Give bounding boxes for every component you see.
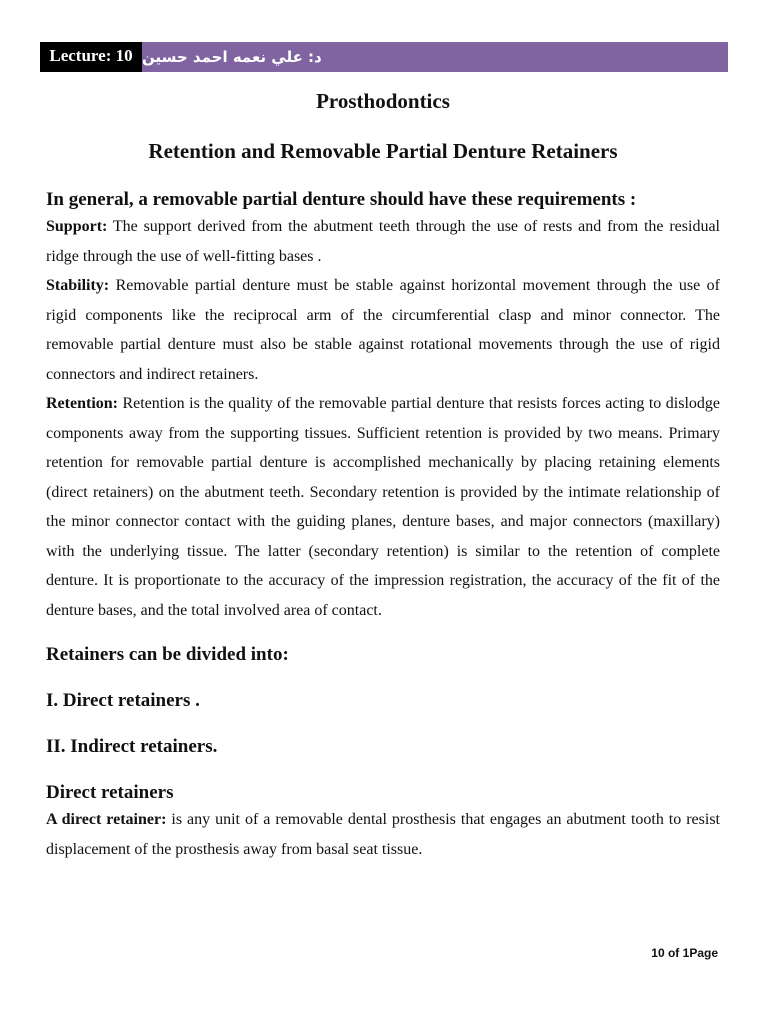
retention-text: Retention is the quality of the removable partial denture that resists forces acting to dislodge components away from the supporting tissues. Sufficient retention is provided by two means. Primary retention for removable partial denture is accomplished mechanically by placing retaining elements (direct retainers) on the abutment teeth. Secondary retention is provided by the intimate relationship of the minor connector contact with the guiding planes, denture bases, and major connectors (maxillary) with the underlying tissue. The latter (secondary retention) is similar to the retention of complete denture. It is proportionate to the accuracy of the impression registration, the accuracy of the fit of the denture bases, and the total involved area of contact. bbox=[46, 395, 720, 619]
page-header bbox=[40, 42, 728, 72]
stability-paragraph bbox=[46, 271, 720, 389]
support-term: Support: bbox=[46, 218, 108, 235]
document-subtitle: Retention and Removable Partial Denture Retainers bbox=[148, 139, 618, 163]
page-number: 10 of 1Page bbox=[651, 946, 718, 960]
direct-retainers-item: I. Direct retainers . bbox=[46, 690, 200, 711]
retainers-heading: Retainers can be divided into: bbox=[46, 644, 289, 665]
document-title: Prosthodontics bbox=[316, 89, 450, 113]
direct-retainer-text: is any unit of a removable dental prosthesis that engages an abutment tooth to resist displacement of the prosthesis away from basal seat tissue. bbox=[46, 811, 720, 858]
indirect-retainers-item: II. Indirect retainers. bbox=[46, 736, 218, 757]
retention-term: Retention: bbox=[46, 395, 118, 412]
support-text: The support derived from the abutment teeth through the use of rests and from the residual ridge through the use of well-fitting bases . bbox=[46, 218, 720, 265]
intro-heading: In general, a removable partial denture should have these requirements : bbox=[46, 189, 637, 210]
direct-retainer-definition bbox=[46, 805, 720, 864]
retention-paragraph bbox=[46, 389, 720, 625]
direct-retainers-heading: Direct retainers bbox=[46, 782, 174, 803]
lecture-label: Lecture: 10 bbox=[40, 42, 142, 72]
document-body bbox=[46, 84, 720, 864]
support-paragraph bbox=[46, 212, 720, 271]
direct-retainer-term: A direct retainer: bbox=[46, 811, 167, 828]
author-name: د: علي نعمه احمد حسين bbox=[142, 48, 322, 66]
stability-term: Stability: bbox=[46, 277, 110, 294]
stability-text: Removable partial denture must be stable against horizontal movement through the use of rigid components like the reciprocal arm of the circumferential clasp and minor connector. The removable partial denture must also be stable against rotational movements through the use of rigid connectors and indirect retainers. bbox=[46, 277, 720, 383]
